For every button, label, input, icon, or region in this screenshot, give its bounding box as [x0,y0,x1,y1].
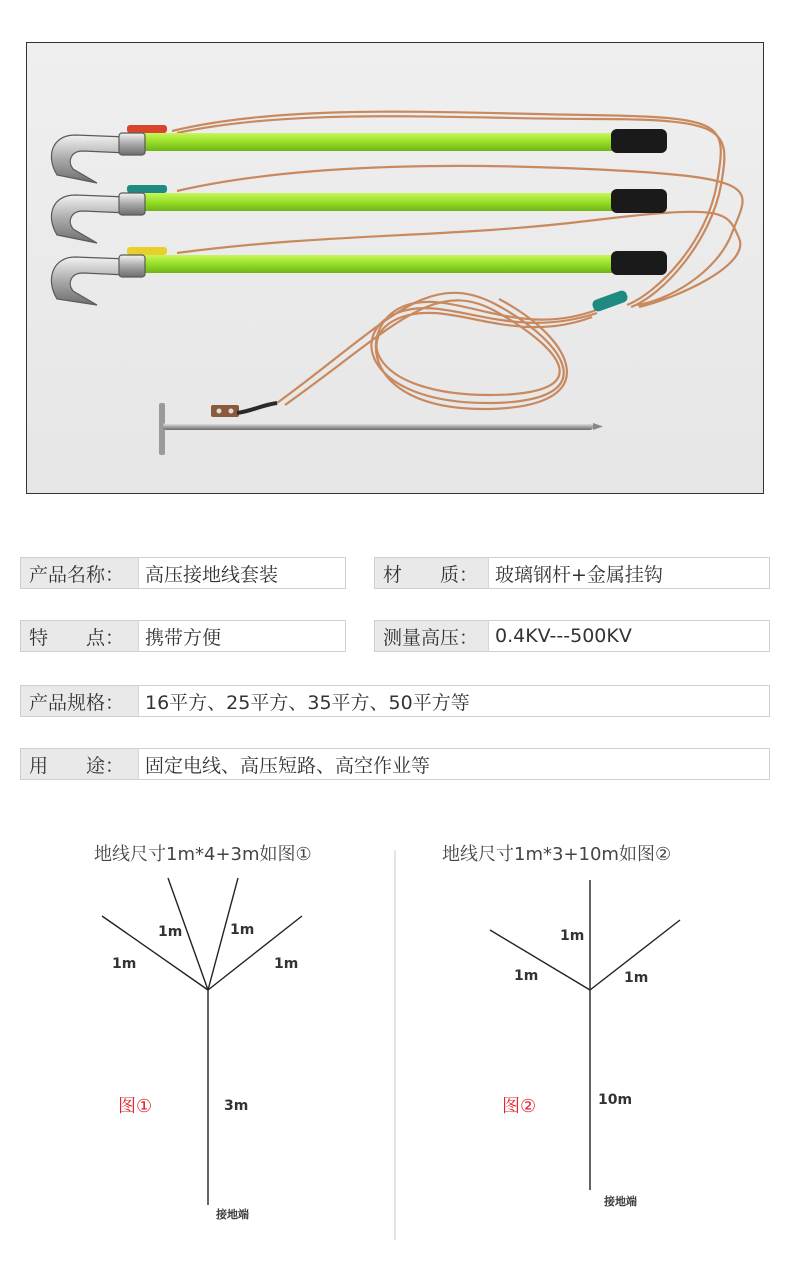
diagram1 [102,878,302,1205]
spec-label: 产品名称： [21,558,139,588]
spec-size [20,685,770,717]
ground-end-label: 接地端 [216,1208,249,1221]
trunk-label: 3m [224,1098,249,1114]
spec-usage [20,748,770,780]
branch-label: 1m [158,924,183,940]
figure-label: 图② [502,1096,537,1117]
trunk-label: 10m [598,1092,633,1108]
spec-value: 固定电线、高压短路、高空作业等 [145,754,431,777]
spec-value: 携带方便 [145,626,222,649]
branch-label: 1m [230,922,255,938]
branch-label: 1m [560,928,585,944]
metal-hooks [51,133,145,305]
diagram1-title: 地线尺寸1m*4+3m如图① [94,844,312,865]
spec-label: 材 质： [375,558,489,588]
branch-label: 1m [112,956,137,972]
spec-value: 玻璃钢杆+金属挂钩 [495,563,663,586]
figure-label: 图① [118,1096,153,1117]
ground-end-label: 接地端 [604,1195,637,1208]
spec-label: 用 途： [21,749,139,779]
spec-value: 高压接地线套装 [145,563,279,586]
spec-value: 0.4KV---500KV [495,625,632,647]
branch-label: 1m [274,956,299,972]
branch-line [102,916,208,990]
ground-stake [159,403,603,455]
spec-product-name [20,557,346,589]
spec-material [374,557,770,589]
spec-voltage [374,620,770,652]
spec-value: 16平方、25平方、35平方、50平方等 [145,691,470,714]
branch-label: 1m [514,968,539,984]
branch-line [208,916,302,990]
spec-label: 测量高压： [375,621,489,651]
product-photo [26,42,764,494]
spec-feature [20,620,346,652]
branch-label: 1m [624,970,649,986]
diagram2-title: 地线尺寸1m*3+10m如图② [442,844,672,865]
spec-label: 产品规格： [21,686,139,716]
diagram2 [490,880,680,1190]
wire-diagrams [0,820,790,1280]
grounding-rods [127,125,667,275]
spec-label: 特 点： [21,621,139,651]
